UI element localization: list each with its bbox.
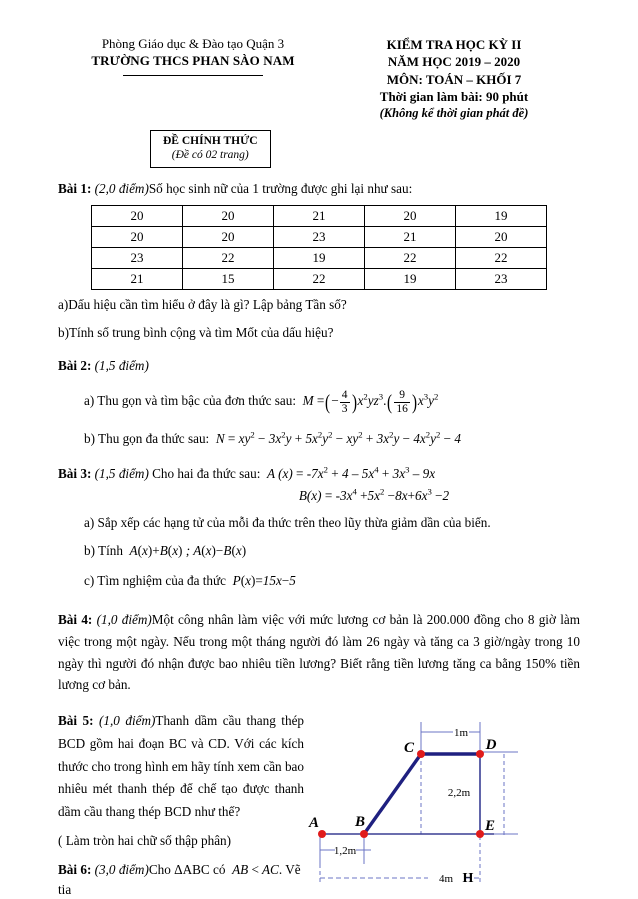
dimension-label-left: 1,2m	[334, 845, 357, 857]
vertex-d	[476, 750, 484, 758]
table-cell: 23	[456, 269, 547, 290]
beam-diagram-figure	[308, 714, 580, 892]
question-2b-formula: $N = xy^2 - 3x^2y + 5x^2y^2 - xy^2 + 3x^2y - 4x^2y^2 - 4$	[213, 431, 461, 446]
question-3b-formula: A(x)+B(x) ; A(x)−B(x)	[126, 543, 246, 558]
label-point-a: A	[308, 815, 319, 831]
question-5-row	[58, 710, 580, 899]
question-1-prompt: Số học sinh nữ của 1 trường được ghi lại như sau:	[149, 181, 412, 196]
question-6-text-before: Cho ΔABC có	[149, 862, 226, 877]
exam-body	[0, 179, 638, 899]
question-5-note: ( Làm tròn hai chữ số thập phân)	[58, 831, 304, 851]
question-3a: a) Sắp xếp các hạng tử của mỗi đa thức trên theo lũy thừa giảm dần của biến.	[58, 513, 580, 533]
question-5-text: Thanh dầm cầu thang thép BCD gồm hai đoạn BC và CD. Với các kích thước cho trong hình em hãy tính xem cần bao nhiêu mét thanh thép để chế tạo được thanh dầm cầu thang thép BCD như thế?	[58, 713, 304, 819]
question-6-points: (3,0 điểm)	[95, 862, 149, 877]
question-2a-text: a) Thu gọn và tìm bậc của đơn thức sau:	[84, 393, 296, 408]
question-6	[58, 860, 304, 899]
question-5-text-column	[58, 710, 304, 899]
question-5-label: Bài 5:	[58, 713, 94, 728]
table-cell: 19	[365, 269, 456, 290]
table-row	[92, 206, 547, 227]
question-1-heading	[58, 179, 580, 199]
label-point-e: E	[484, 818, 495, 834]
question-3-polynomial-a: A $(x) = -7x^2 + 4 - 5x^4 + 3x^3 - 9x$	[264, 466, 435, 481]
question-4-text: Một công nhân làm việc với mức lương cơ bản là 200.000 đồng cho 8 giờ làm việc trong một ngày. Nếu trong một tháng người đó làm 26 ngày và tăng ca 3 giờ/ngày trong 10 ngày thì người đó nhận được bao nhiêu tiền lương? Biết rằng tiền lương tăng ca bằng 150% tiền lương cơ bản.	[58, 612, 580, 692]
table-cell: 22	[365, 248, 456, 269]
document-header	[0, 0, 638, 122]
school-name: TRƯỜNG THCS PHAN SÀO NAM	[58, 53, 328, 70]
table-cell: 20	[183, 206, 274, 227]
question-2b-text: b) Thu gọn đa thức sau:	[84, 431, 209, 446]
table-cell: 22	[183, 248, 274, 269]
question-3-heading	[58, 464, 580, 484]
question-3c	[58, 571, 580, 591]
question-2a	[58, 389, 580, 415]
question-3b	[58, 541, 580, 561]
label-point-b: B	[354, 814, 365, 830]
question-3-points: (1,5 điểm)	[95, 466, 149, 481]
official-exam-box	[150, 130, 271, 168]
question-2-points: (1,5 điểm)	[95, 358, 149, 373]
exam-subject: MÔN: TOÁN – KHỐI 7	[328, 71, 580, 88]
label-point-h: H	[463, 871, 474, 886]
page-count-note: (Đề có 02 trang)	[163, 148, 258, 162]
question-3-prompt: Cho hai đa thức sau:	[152, 466, 260, 481]
table-cell: 22	[456, 248, 547, 269]
table-row	[92, 269, 547, 290]
question-3b-text: b) Tính	[84, 543, 123, 558]
table-cell: 19	[274, 248, 365, 269]
question-3c-formula: P(x)=15x−5	[229, 573, 296, 588]
question-2b	[58, 429, 580, 449]
frequency-data-table	[91, 205, 547, 290]
label-point-d: D	[485, 737, 497, 753]
vertex-a	[318, 830, 326, 838]
school-year: NĂM HỌC 2019 – 2020	[328, 53, 580, 70]
question-2-label: Bài 2:	[58, 358, 91, 373]
question-2a-formula: M =(− $\frac{4}{3}$ )$x^2yz^3$.( $\frac{9}{16}$ )$x^3y^2$	[299, 393, 438, 408]
question-2-heading	[58, 356, 580, 376]
table-cell: 15	[183, 269, 274, 290]
beam-diagram-svg	[308, 714, 580, 892]
question-5-points: (1,0 điểm)	[99, 713, 155, 728]
dimension-label-bottom: 4m	[439, 873, 454, 885]
vertex-b	[360, 830, 368, 838]
question-1-label: Bài 1:	[58, 181, 91, 196]
table-cell: 20	[92, 227, 183, 248]
official-box-row	[0, 122, 638, 168]
question-3-polynomial-b: $B(x) = -3x^4 +5x^2 -8x+6x^3 -2$	[299, 488, 449, 503]
table-cell: 20	[365, 206, 456, 227]
label-point-c: C	[404, 740, 415, 756]
table-cell: 23	[274, 227, 365, 248]
question-5	[58, 710, 304, 824]
table-row	[92, 248, 547, 269]
vertex-c	[417, 750, 425, 758]
question-1-points: (2,0 điểm)	[95, 181, 149, 196]
exam-title: KIỂM TRA HỌC KỲ II	[328, 36, 580, 53]
exam-header-block	[328, 36, 580, 122]
question-3-label: Bài 3:	[58, 466, 91, 481]
question-3c-text: c) Tìm nghiệm của đa thức	[84, 573, 226, 588]
table-row	[92, 227, 547, 248]
question-6-label: Bài 6:	[58, 862, 91, 877]
question-4	[58, 609, 580, 696]
question-6-formula: AB < AC	[229, 862, 279, 877]
question-6-text-after: . Vẽ tia	[58, 862, 301, 897]
table-cell: 19	[456, 206, 547, 227]
department-name: Phòng Giáo dục & Đào tạo Quận 3	[58, 36, 328, 53]
vertex-e	[476, 830, 484, 838]
table-cell: 21	[365, 227, 456, 248]
official-exam-label: ĐỀ CHÍNH THỨC	[163, 134, 258, 148]
table-cell: 22	[274, 269, 365, 290]
header-divider	[123, 75, 263, 76]
question-4-points: (1,0 điểm)	[97, 612, 152, 627]
question-3-polynomial-b-row	[58, 486, 580, 506]
table-cell: 20	[456, 227, 547, 248]
table-cell: 20	[92, 206, 183, 227]
table-cell: 21	[92, 269, 183, 290]
question-1a: a)Dấu hiệu cần tìm hiểu ở đây là gì? Lập bảng Tần số?	[58, 295, 580, 315]
exam-duration-note: (Không kể thời gian phát đề)	[328, 105, 580, 122]
question-4-label: Bài 4:	[58, 612, 92, 627]
table-cell: 20	[183, 227, 274, 248]
dimension-label-right: 2,2m	[448, 787, 471, 799]
table-cell: 23	[92, 248, 183, 269]
table-cell: 21	[274, 206, 365, 227]
school-header-block	[58, 36, 328, 76]
exam-duration: Thời gian làm bài: 90 phút	[328, 88, 580, 105]
question-1b: b)Tính số trung bình cộng và tìm Mốt của dấu hiệu?	[58, 323, 580, 343]
dimension-label-top: 1m	[454, 727, 469, 739]
